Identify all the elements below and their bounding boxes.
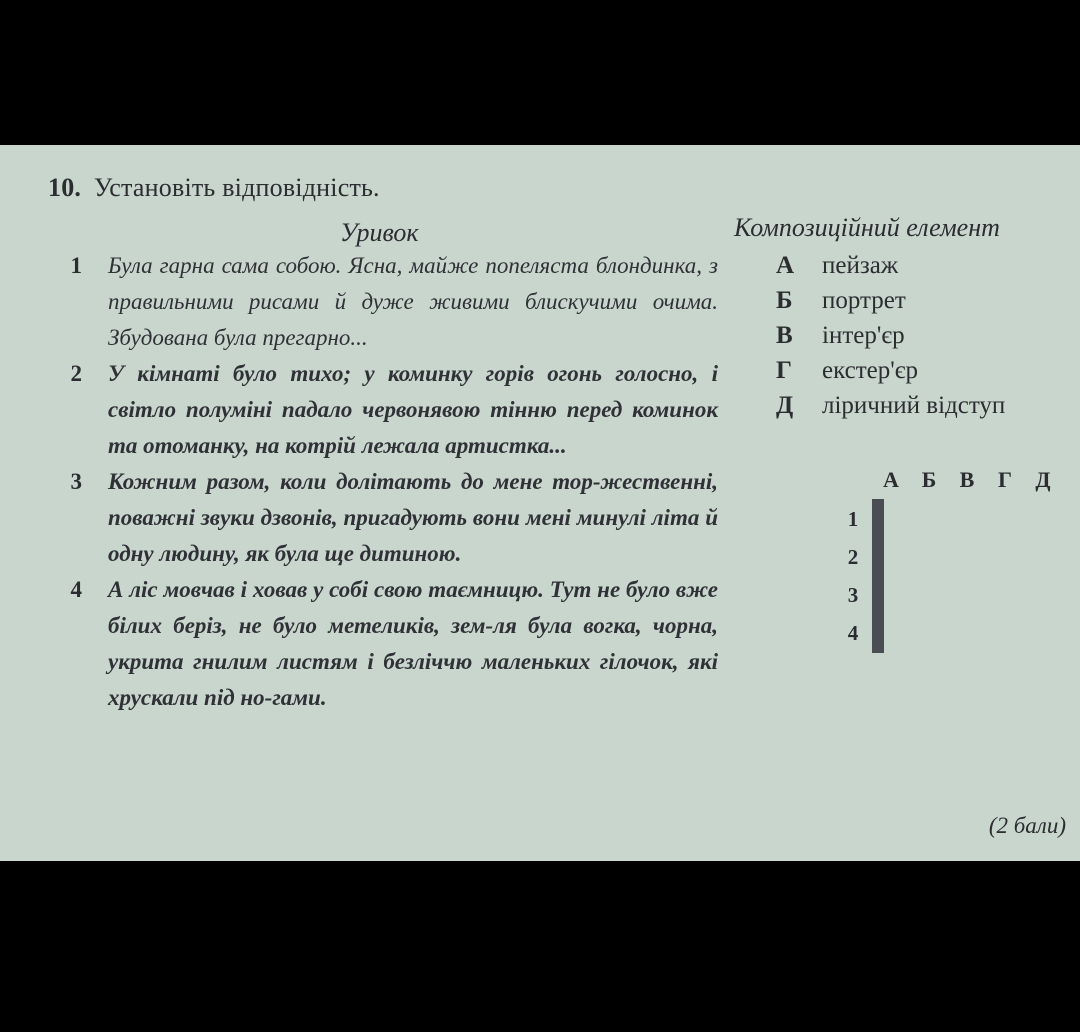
grid-row-label: 3 xyxy=(847,583,859,607)
grid-column-header: В xyxy=(959,467,975,492)
grid-column-header: Д xyxy=(1035,467,1051,492)
fragment-number: 1 xyxy=(70,253,82,278)
element-letter: Г xyxy=(776,356,792,384)
fragment-text: Була гарна сама собою. Ясна, майже попеляста блондинка, з правильними рисами й дуже живими блискучими очима. Збудована була прегарно... xyxy=(108,253,718,350)
grid-cell[interactable] xyxy=(881,614,883,652)
points-label: (2 бали) xyxy=(988,813,1066,838)
fragment-item-1 xyxy=(56,248,726,356)
fragments-header: Уривок xyxy=(340,218,419,247)
element-item-h xyxy=(776,353,1005,388)
element-letter: Б xyxy=(776,286,793,314)
grid-column-header: А xyxy=(883,467,899,492)
grid-row-label: 1 xyxy=(847,507,859,531)
fragment-number: 2 xyxy=(70,361,82,386)
grid-row-label: 4 xyxy=(847,621,859,645)
answer-grid-column-headers xyxy=(872,467,1062,493)
grid-row xyxy=(873,614,883,652)
element-letter: В xyxy=(776,321,793,349)
element-letter: А xyxy=(776,251,795,279)
element-label: ліричний відступ xyxy=(822,391,1006,419)
grid-cell[interactable] xyxy=(881,500,883,538)
grid-row xyxy=(873,500,883,538)
fragment-text: У кімнаті було тихо; у коминку горів огонь голосно, і світло полуміні падало червонявою тінню перед коминок та отоманку, на котрій лежала артистка... xyxy=(108,361,718,458)
fragment-number: 4 xyxy=(70,577,82,602)
grid-column-header: Б xyxy=(921,467,937,492)
element-label: портрет xyxy=(822,286,906,314)
fragments-list xyxy=(56,248,726,716)
fragment-text: А ліс мовчав і ховав у собі свою таємницю. Тут не було вже білих беріз, не було метеликів, зем-ля була вогка, чорна, укрита гнилим листям і безліччю маленьких гілочок, які хрускали під но-гами. xyxy=(108,577,718,710)
answer-grid-table xyxy=(872,499,884,653)
grid-row xyxy=(873,538,883,576)
element-letter: Д xyxy=(776,391,794,419)
grid-cell[interactable] xyxy=(881,538,883,576)
fragment-item-3 xyxy=(56,464,726,572)
grid-cell[interactable] xyxy=(881,576,883,614)
elements-list xyxy=(776,248,1005,423)
fragment-number: 3 xyxy=(70,469,82,494)
grid-column-header: Г xyxy=(998,467,1012,492)
question-text: Установіть відповідність. xyxy=(93,173,380,202)
element-item-a xyxy=(776,248,1005,283)
element-label: пейзаж xyxy=(822,251,899,279)
element-item-b xyxy=(776,283,1005,318)
elements-header: Композиційний елемент xyxy=(734,213,1000,242)
grid-row-label: 2 xyxy=(847,545,859,569)
worksheet-page xyxy=(0,145,1080,861)
question-number: 10. xyxy=(48,173,82,202)
grid-row xyxy=(873,576,883,614)
element-item-d xyxy=(776,388,1005,423)
question-title xyxy=(48,173,380,203)
fragment-item-2 xyxy=(56,356,726,464)
fragment-item-4 xyxy=(56,572,726,716)
element-label: екстер'єр xyxy=(822,356,918,384)
element-label: інтер'єр xyxy=(822,321,905,349)
element-item-v xyxy=(776,318,1005,353)
fragment-text: Кожним разом, коли долітають до мене тор-жественні, поважні звуки дзвонів, пригадують вони мені минулі літа й одну людину, як була ще дитиною. xyxy=(108,469,718,566)
